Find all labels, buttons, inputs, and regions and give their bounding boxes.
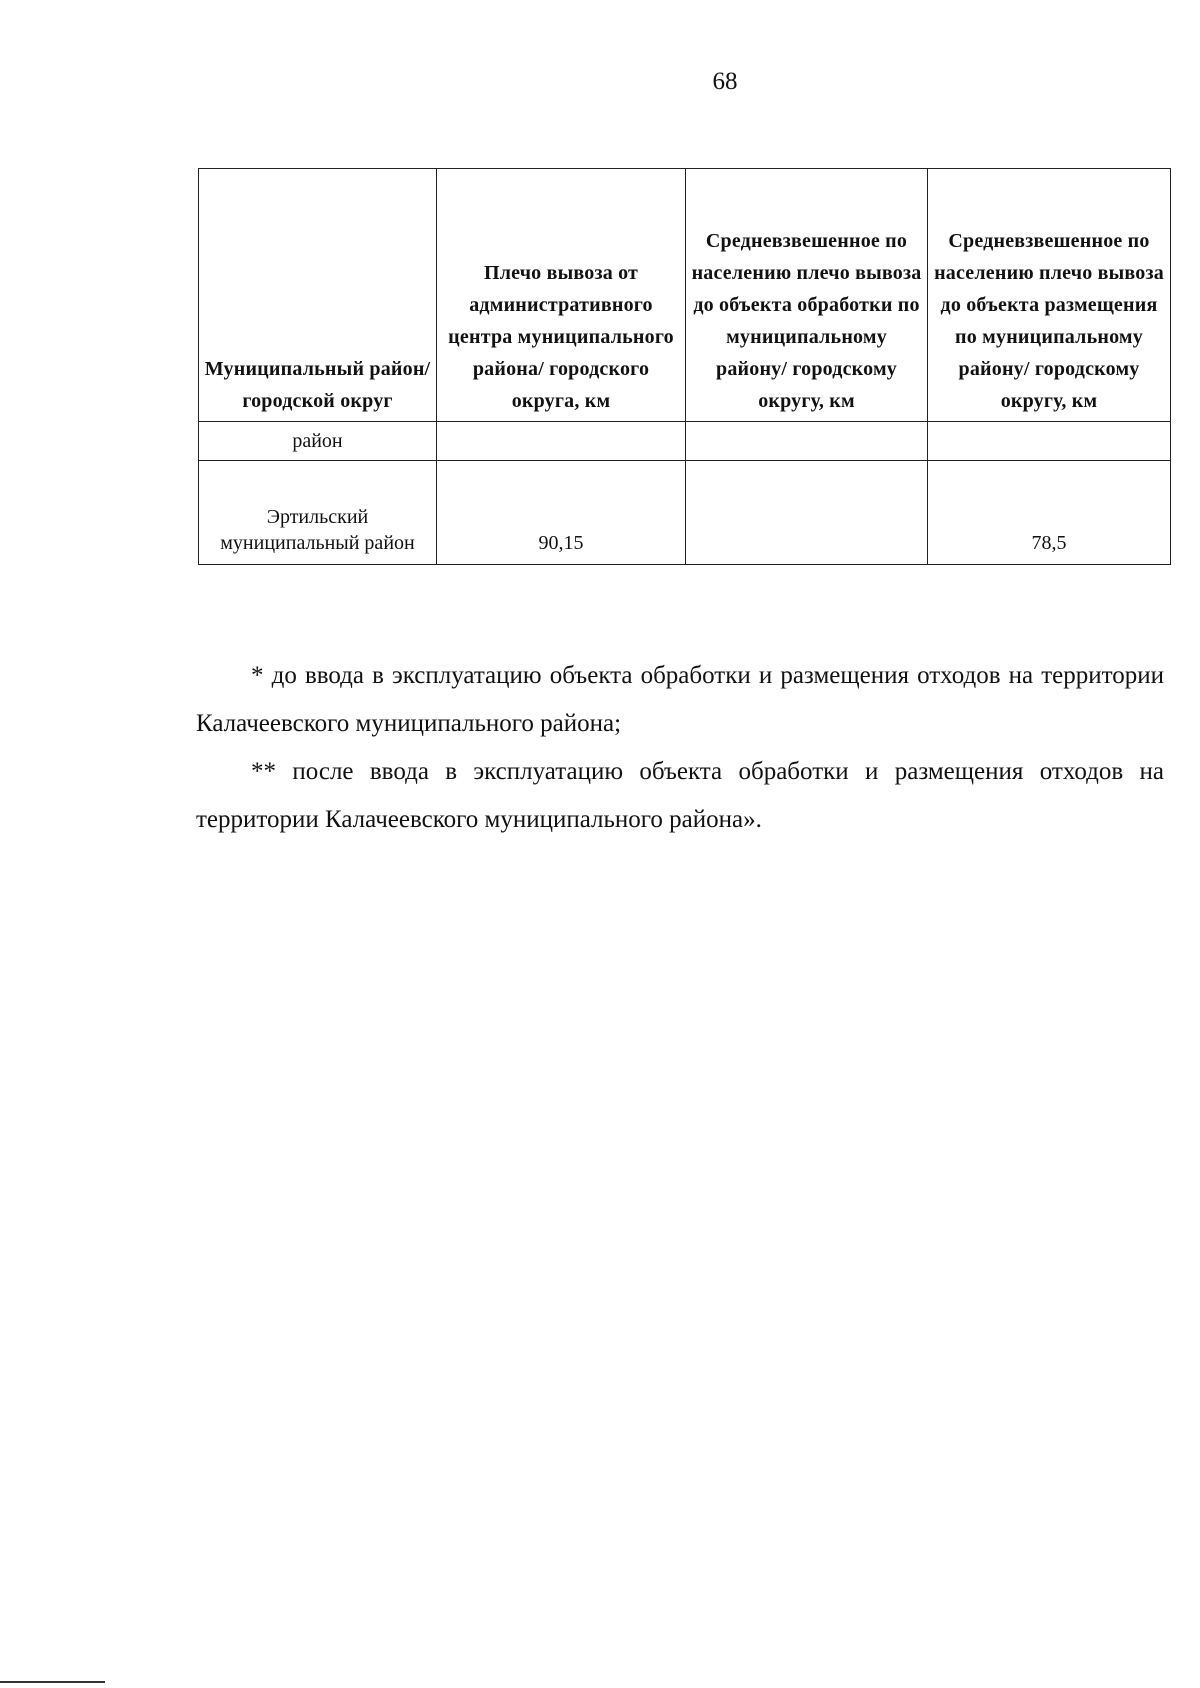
table-header-row [199,169,1171,422]
footnotes [196,652,1164,844]
cell-municipality: Эртильский муниципальный район [199,461,437,565]
page-edge-rule [0,1681,105,1683]
cell-municipality: район [199,422,437,461]
cell-arm-admin: 90,15 [437,461,686,565]
cell-arm-placement [928,422,1171,461]
header-arm-placement: Средневзвешенное по населению плечо вывоза до объекта размещения по муниципальному району/ городскому округу, км [928,169,1171,422]
cell-arm-admin [437,422,686,461]
header-arm-admin-center: Плечо вывоза от административного центра муниципального района/ городского округа, км [437,169,686,422]
header-arm-processing: Средневзвешенное по населению плечо вывоза до объекта обработки по муниципальному району/ городскому округу, км [686,169,928,422]
cell-arm-processing [686,422,928,461]
header-municipality: Муниципальный район/ городской округ [199,169,437,422]
cell-arm-placement: 78,5 [928,461,1171,565]
footnote-after-commissioning: ** после ввода в эксплуатацию объекта обработки и размещения отходов на территории Калачеевского муниципального района». [196,758,1164,833]
page-number: 68 [712,68,738,95]
table-row [199,422,1171,461]
waste-transport-table [198,168,1171,565]
table-row [199,461,1171,565]
cell-arm-processing [686,461,928,565]
footnote-before-commissioning: * до ввода в эксплуатацию объекта обработки и размещения отходов на территории Калачеевского муниципального района; [196,662,1164,737]
